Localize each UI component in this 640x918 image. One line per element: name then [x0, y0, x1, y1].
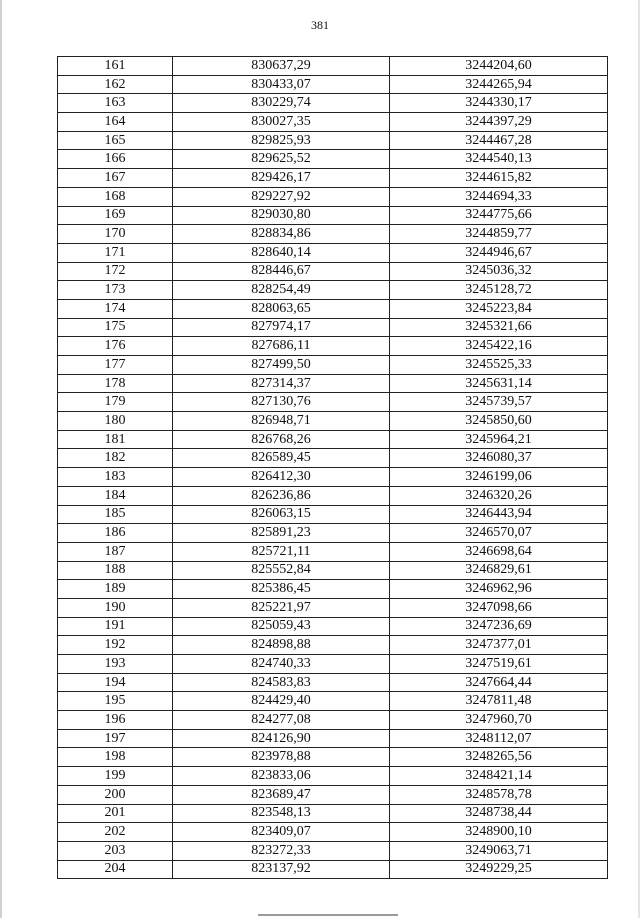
point-number-cell: 194	[58, 673, 173, 692]
table-row	[58, 673, 608, 692]
y-coordinate-cell: 3245422,16	[390, 337, 608, 356]
x-coordinate-cell: 825221,97	[173, 598, 390, 617]
x-coordinate-cell: 829825,93	[173, 131, 390, 150]
page-number: 381	[311, 18, 329, 32]
point-number-cell: 170	[58, 225, 173, 244]
scan-bottom-mark	[258, 914, 398, 916]
table-row	[58, 57, 608, 76]
table-row	[58, 430, 608, 449]
table-row	[58, 617, 608, 636]
table-row	[58, 356, 608, 375]
y-coordinate-cell: 3245631,14	[390, 374, 608, 393]
table-row	[58, 169, 608, 188]
y-coordinate-cell: 3249229,25	[390, 860, 608, 879]
point-number-cell: 178	[58, 374, 173, 393]
point-number-cell: 166	[58, 150, 173, 169]
point-number-cell: 172	[58, 262, 173, 281]
y-coordinate-cell: 3244330,17	[390, 94, 608, 113]
point-number-cell: 195	[58, 692, 173, 711]
y-coordinate-cell: 3247236,69	[390, 617, 608, 636]
point-number-cell: 192	[58, 636, 173, 655]
point-number-cell: 169	[58, 206, 173, 225]
table-row	[58, 337, 608, 356]
table-row	[58, 412, 608, 431]
y-coordinate-cell: 3248578,78	[390, 785, 608, 804]
point-number-cell: 204	[58, 860, 173, 879]
table-row	[58, 225, 608, 244]
y-coordinate-cell: 3247098,66	[390, 598, 608, 617]
y-coordinate-cell: 3246829,61	[390, 561, 608, 580]
y-coordinate-cell: 3248421,14	[390, 767, 608, 786]
x-coordinate-cell: 826589,45	[173, 449, 390, 468]
point-number-cell: 174	[58, 299, 173, 318]
x-coordinate-cell: 826236,86	[173, 486, 390, 505]
x-coordinate-cell: 825552,84	[173, 561, 390, 580]
y-coordinate-cell: 3246570,07	[390, 524, 608, 543]
point-number-cell: 162	[58, 75, 173, 94]
table-row	[58, 505, 608, 524]
y-coordinate-cell: 3246443,94	[390, 505, 608, 524]
x-coordinate-cell: 826768,26	[173, 430, 390, 449]
x-coordinate-cell: 824277,08	[173, 711, 390, 730]
point-number-cell: 183	[58, 468, 173, 487]
table-row	[58, 113, 608, 132]
point-number-cell: 177	[58, 356, 173, 375]
point-number-cell: 165	[58, 131, 173, 150]
x-coordinate-cell: 828834,86	[173, 225, 390, 244]
point-number-cell: 201	[58, 804, 173, 823]
x-coordinate-cell: 827314,37	[173, 374, 390, 393]
x-coordinate-cell: 825891,23	[173, 524, 390, 543]
table-row	[58, 206, 608, 225]
y-coordinate-cell: 3244859,77	[390, 225, 608, 244]
x-coordinate-cell: 828446,67	[173, 262, 390, 281]
table-row	[58, 748, 608, 767]
x-coordinate-cell: 826412,30	[173, 468, 390, 487]
table-row	[58, 131, 608, 150]
y-coordinate-cell: 3247664,44	[390, 673, 608, 692]
y-coordinate-cell: 3245525,33	[390, 356, 608, 375]
x-coordinate-cell: 823833,06	[173, 767, 390, 786]
point-number-cell: 199	[58, 767, 173, 786]
table-row	[58, 561, 608, 580]
table-row	[58, 94, 608, 113]
point-number-cell: 175	[58, 318, 173, 337]
y-coordinate-cell: 3245964,21	[390, 430, 608, 449]
y-coordinate-cell: 3244946,67	[390, 243, 608, 262]
x-coordinate-cell: 824429,40	[173, 692, 390, 711]
y-coordinate-cell: 3246320,26	[390, 486, 608, 505]
y-coordinate-cell: 3248265,56	[390, 748, 608, 767]
y-coordinate-cell: 3248738,44	[390, 804, 608, 823]
x-coordinate-cell: 823409,07	[173, 823, 390, 842]
table-row	[58, 841, 608, 860]
y-coordinate-cell: 3245739,57	[390, 393, 608, 412]
point-number-cell: 181	[58, 430, 173, 449]
y-coordinate-cell: 3244204,60	[390, 57, 608, 76]
coordinates-table	[57, 56, 608, 879]
point-number-cell: 193	[58, 655, 173, 674]
table-row	[58, 262, 608, 281]
x-coordinate-cell: 829426,17	[173, 169, 390, 188]
y-coordinate-cell: 3247519,61	[390, 655, 608, 674]
x-coordinate-cell: 825721,11	[173, 542, 390, 561]
point-number-cell: 189	[58, 580, 173, 599]
x-coordinate-cell: 823548,13	[173, 804, 390, 823]
x-coordinate-cell: 823272,33	[173, 841, 390, 860]
table-row	[58, 785, 608, 804]
table-row	[58, 692, 608, 711]
table-row	[58, 318, 608, 337]
y-coordinate-cell: 3245850,60	[390, 412, 608, 431]
table-row	[58, 468, 608, 487]
x-coordinate-cell: 830433,07	[173, 75, 390, 94]
x-coordinate-cell: 827686,11	[173, 337, 390, 356]
x-coordinate-cell: 829030,80	[173, 206, 390, 225]
y-coordinate-cell: 3247811,48	[390, 692, 608, 711]
point-number-cell: 182	[58, 449, 173, 468]
point-number-cell: 198	[58, 748, 173, 767]
table-row	[58, 393, 608, 412]
point-number-cell: 167	[58, 169, 173, 188]
table-row	[58, 636, 608, 655]
point-number-cell: 191	[58, 617, 173, 636]
table-row	[58, 374, 608, 393]
y-coordinate-cell: 3244615,82	[390, 169, 608, 188]
point-number-cell: 164	[58, 113, 173, 132]
table-row	[58, 655, 608, 674]
table-row	[58, 281, 608, 300]
x-coordinate-cell: 830027,35	[173, 113, 390, 132]
y-coordinate-cell: 3246698,64	[390, 542, 608, 561]
point-number-cell: 202	[58, 823, 173, 842]
x-coordinate-cell: 823689,47	[173, 785, 390, 804]
y-coordinate-cell: 3244467,28	[390, 131, 608, 150]
point-number-cell: 190	[58, 598, 173, 617]
point-number-cell: 203	[58, 841, 173, 860]
y-coordinate-cell: 3249063,71	[390, 841, 608, 860]
table-row	[58, 150, 608, 169]
x-coordinate-cell: 830637,29	[173, 57, 390, 76]
point-number-cell: 200	[58, 785, 173, 804]
y-coordinate-cell: 3245128,72	[390, 281, 608, 300]
table-row	[58, 580, 608, 599]
x-coordinate-cell: 827974,17	[173, 318, 390, 337]
x-coordinate-cell: 825386,45	[173, 580, 390, 599]
table-row	[58, 542, 608, 561]
point-number-cell: 187	[58, 542, 173, 561]
y-coordinate-cell: 3244397,29	[390, 113, 608, 132]
point-number-cell: 188	[58, 561, 173, 580]
y-coordinate-cell: 3247960,70	[390, 711, 608, 730]
y-coordinate-cell: 3244694,33	[390, 187, 608, 206]
point-number-cell: 196	[58, 711, 173, 730]
point-number-cell: 176	[58, 337, 173, 356]
y-coordinate-cell: 3245036,32	[390, 262, 608, 281]
point-number-cell: 197	[58, 729, 173, 748]
table-row	[58, 486, 608, 505]
x-coordinate-cell: 824898,88	[173, 636, 390, 655]
x-coordinate-cell: 824583,83	[173, 673, 390, 692]
table-row	[58, 711, 608, 730]
x-coordinate-cell: 828063,65	[173, 299, 390, 318]
coordinates-table-body	[58, 57, 608, 879]
x-coordinate-cell: 829227,92	[173, 187, 390, 206]
point-number-cell: 163	[58, 94, 173, 113]
x-coordinate-cell: 829625,52	[173, 150, 390, 169]
table-row	[58, 598, 608, 617]
y-coordinate-cell: 3244265,94	[390, 75, 608, 94]
table-row	[58, 860, 608, 879]
table-row	[58, 767, 608, 786]
y-coordinate-cell: 3244775,66	[390, 206, 608, 225]
point-number-cell: 168	[58, 187, 173, 206]
x-coordinate-cell: 826948,71	[173, 412, 390, 431]
table-row	[58, 823, 608, 842]
y-coordinate-cell: 3245321,66	[390, 318, 608, 337]
y-coordinate-cell: 3248112,07	[390, 729, 608, 748]
point-number-cell: 184	[58, 486, 173, 505]
x-coordinate-cell: 828254,49	[173, 281, 390, 300]
y-coordinate-cell: 3244540,13	[390, 150, 608, 169]
table-row	[58, 729, 608, 748]
y-coordinate-cell: 3246199,06	[390, 468, 608, 487]
x-coordinate-cell: 830229,74	[173, 94, 390, 113]
x-coordinate-cell: 824740,33	[173, 655, 390, 674]
x-coordinate-cell: 823978,88	[173, 748, 390, 767]
x-coordinate-cell: 823137,92	[173, 860, 390, 879]
y-coordinate-cell: 3248900,10	[390, 823, 608, 842]
y-coordinate-cell: 3245223,84	[390, 299, 608, 318]
x-coordinate-cell: 828640,14	[173, 243, 390, 262]
table-row	[58, 75, 608, 94]
table-row	[58, 299, 608, 318]
x-coordinate-cell: 827130,76	[173, 393, 390, 412]
point-number-cell: 180	[58, 412, 173, 431]
table-row	[58, 243, 608, 262]
y-coordinate-cell: 3246080,37	[390, 449, 608, 468]
table-row	[58, 804, 608, 823]
x-coordinate-cell: 827499,50	[173, 356, 390, 375]
point-number-cell: 171	[58, 243, 173, 262]
point-number-cell: 186	[58, 524, 173, 543]
x-coordinate-cell: 824126,90	[173, 729, 390, 748]
table-row	[58, 449, 608, 468]
x-coordinate-cell: 825059,43	[173, 617, 390, 636]
point-number-cell: 173	[58, 281, 173, 300]
x-coordinate-cell: 826063,15	[173, 505, 390, 524]
point-number-cell: 179	[58, 393, 173, 412]
scan-edge-left	[0, 0, 2, 918]
point-number-cell: 161	[58, 57, 173, 76]
y-coordinate-cell: 3246962,96	[390, 580, 608, 599]
table-row	[58, 524, 608, 543]
y-coordinate-cell: 3247377,01	[390, 636, 608, 655]
point-number-cell: 185	[58, 505, 173, 524]
table-row	[58, 187, 608, 206]
